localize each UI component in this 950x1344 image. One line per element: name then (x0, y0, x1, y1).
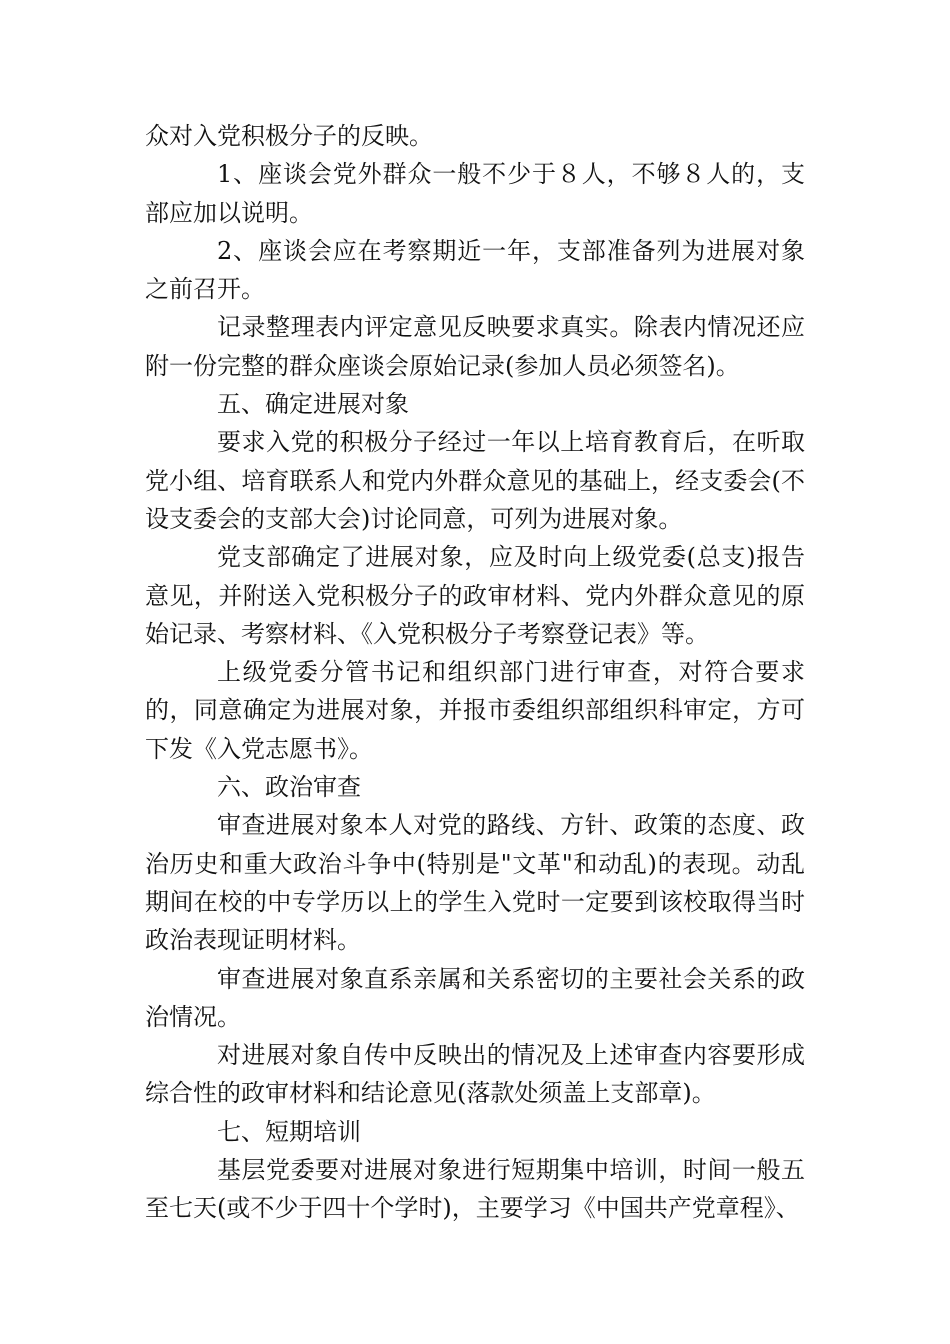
paragraph: 基层党委要对进展对象进行短期集中培训，时间一般五至七天(或不少于四十个学时)，主要学习《中国共产党章程》、 (145, 1156, 805, 1223)
paragraph: 上级党委分管书记和组织部门进行审查，对符合要求的，同意确定为进展对象，并报市委组织部组织科审定，方可下发《入党志愿书》。 (145, 658, 805, 763)
paragraph: 2、座谈会应在考察期近一年，支部准备列为进展对象之前召开。 (145, 236, 805, 304)
section-heading: 六、政治审查 (217, 773, 361, 802)
section-heading: 五、确定进展对象 (217, 390, 409, 419)
paragraph: 要求入党的积极分子经过一年以上培育教育后，在听取党小组、培育联系人和党内外群众意见的基础上，经支委会(不设支委会的支部大会)讨论同意，可列为进展对象。 (145, 428, 805, 533)
section-heading: 七、短期培训 (217, 1117, 361, 1146)
paragraph: 众对入党积极分子的反映。 (145, 122, 433, 150)
paragraph: 党支部确定了进展对象，应及时向上级党委(总支)报告意见，并附送入党积极分子的政审材料、党内外群众意见的原始记录、考察材料、《入党积极分子考察登记表》等。 (145, 543, 805, 648)
paragraph: 1、座谈会党外群众一般不少于８人，不够８人的，支部应加以说明。 (145, 160, 805, 227)
document-body (145, 117, 805, 1228)
paragraph: 记录整理表内评定意见反映要求真实。除表内情况还应附一份完整的群众座谈会原始记录(参加人员必须签名)。 (145, 313, 805, 380)
paragraph: 审查进展对象直系亲属和关系密切的主要社会关系的政治情况。 (145, 964, 805, 1031)
paragraph: 对进展对象自传中反映出的情况及上述审查内容要形成综合性的政审材料和结论意见(落款处须盖上支部章)。 (145, 1041, 805, 1108)
paragraph: 审查进展对象本人对党的路线、方针、政策的态度、政治历史和重大政治斗争中(特别是"文革"和动乱)的表现。动乱期间在校的中专学历以上的学生入党时一定要到该校取得当时政治表现证明材料。 (145, 811, 805, 955)
